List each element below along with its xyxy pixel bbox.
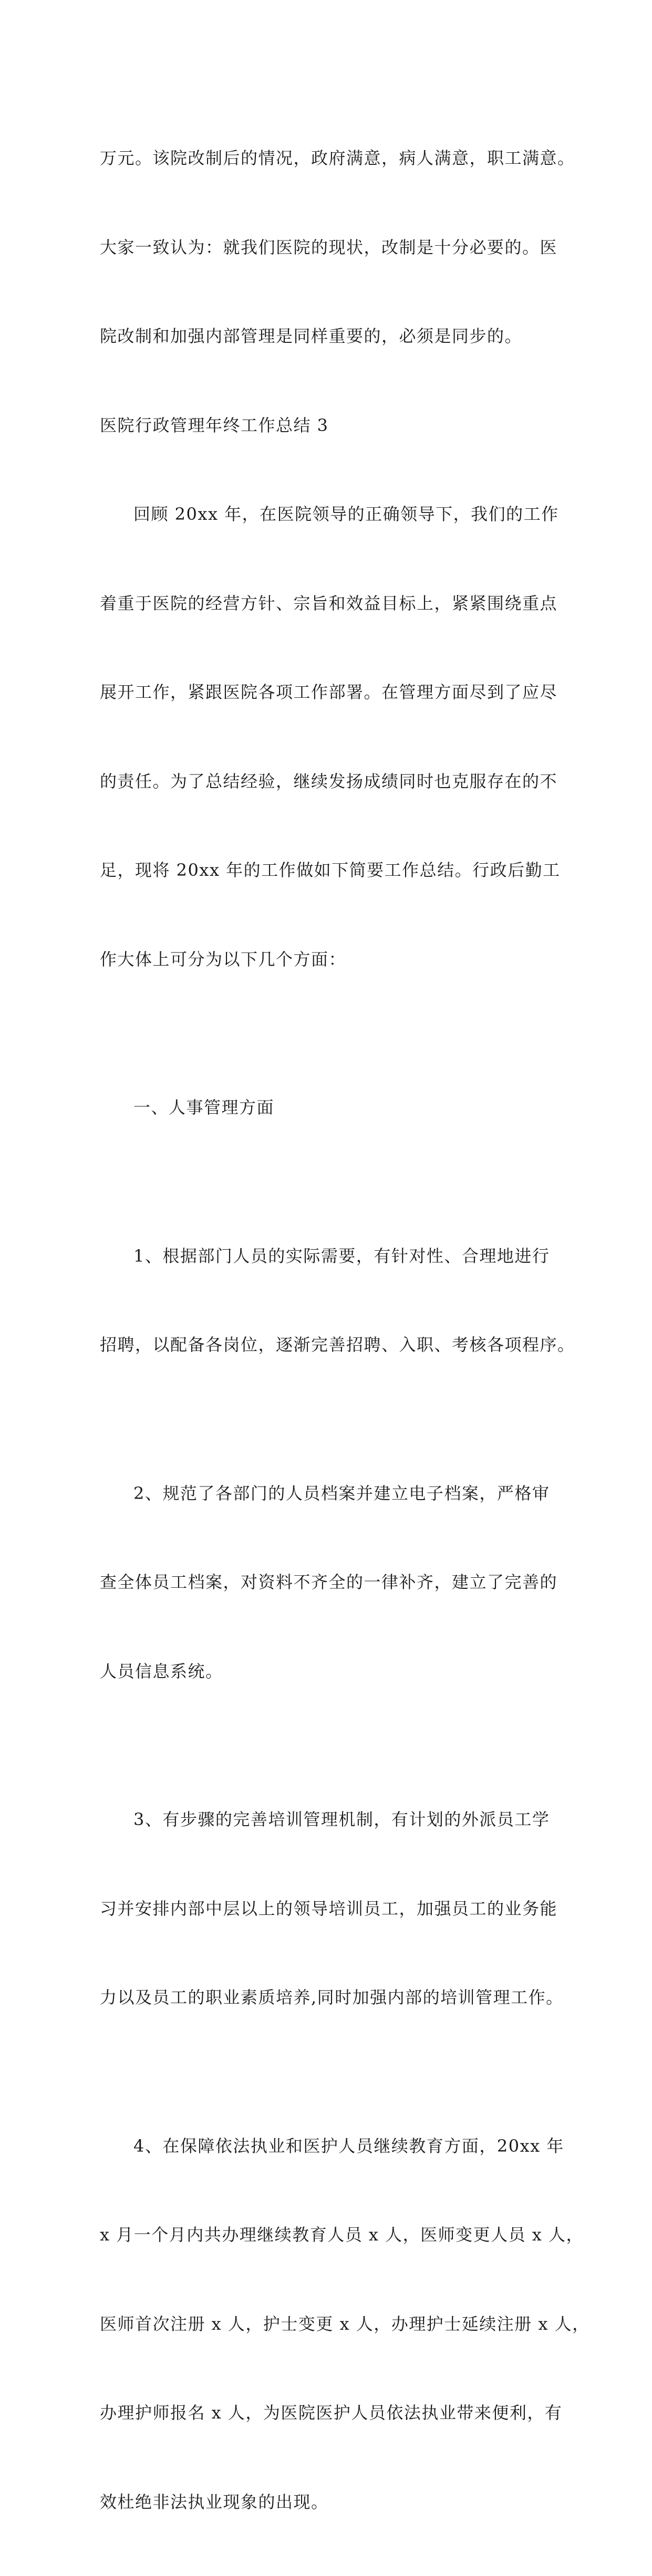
text-line: 大家一致认为：就我们医院的现状，改制是十分必要的。医 bbox=[100, 233, 557, 263]
text-line: 着重于医院的经营方针、宗旨和效益目标上，紧紧围绕重点 bbox=[100, 589, 557, 619]
text-line: 办理护师报名 x 人，为医院医护人员依法执业带来便利，有 bbox=[100, 2398, 557, 2428]
text-line: 足，现将 20xx 年的工作做如下简要工作总结。行政后勤工 bbox=[100, 855, 557, 885]
text-line: 人员信息系统。 bbox=[100, 1657, 557, 1687]
text-line: 作大体上可分为以下几个方面： bbox=[100, 945, 557, 975]
text-line: 院改制和加强内部管理是同样重要的，必须是同步的。 bbox=[100, 321, 557, 351]
text-line: 习并安排内部中层以上的领导培训员工，加强员工的业务能 bbox=[100, 1894, 557, 1924]
item-3-paragraph bbox=[100, 1745, 557, 2072]
review-paragraph bbox=[100, 440, 557, 1033]
item-4-paragraph bbox=[100, 2072, 557, 2576]
document-page bbox=[0, 0, 652, 921]
item-1-paragraph bbox=[100, 1182, 557, 1419]
text-line: 力以及员工的职业素质培养,同时加强内部的培训管理工作。 bbox=[100, 1983, 557, 2013]
text-line: 医师首次注册 x 人，护士变更 x 人，办理护士延续注册 x 人， bbox=[100, 2309, 557, 2339]
intro-paragraph bbox=[100, 84, 557, 411]
subsection-title bbox=[100, 1033, 557, 1182]
document-body bbox=[100, 84, 557, 2576]
section-title-text: 医院行政管理年终工作总结 3 bbox=[100, 411, 557, 441]
text-line: 4、在保障依法执业和医护人员继续教育方面，20xx 年 bbox=[100, 2131, 557, 2161]
subsection-title-text: 一、人事管理方面 bbox=[100, 1093, 557, 1123]
text-line: 的责任。为了总结经验，继续发扬成绩同时也克服存在的不 bbox=[100, 767, 557, 797]
text-line: x 月一个月内共办理继续教育人员 x 人，医师变更人员 x 人， bbox=[100, 2220, 557, 2250]
text-line: 回顾 20xx 年，在医院领导的正确领导下，我们的工作 bbox=[100, 499, 557, 529]
text-line: 万元。该院改制后的情况，政府满意，病人满意，职工满意。 bbox=[100, 143, 557, 173]
section-title bbox=[100, 411, 557, 441]
item-2-paragraph bbox=[100, 1419, 557, 1746]
text-line: 效杜绝非法执业现象的出现。 bbox=[100, 2487, 557, 2517]
text-line: 2、规范了各部门的人员档案并建立电子档案，严格审 bbox=[100, 1479, 557, 1509]
text-line: 1、根据部门人员的实际需要，有针对性、合理地进行 bbox=[100, 1241, 557, 1271]
text-line: 展开工作，紧跟医院各项工作部署。在管理方面尽到了应尽 bbox=[100, 677, 557, 707]
text-line: 3、有步骤的完善培训管理机制，有计划的外派员工学 bbox=[100, 1805, 557, 1835]
text-line: 查全体员工档案，对资料不齐全的一律补齐，建立了完善的 bbox=[100, 1567, 557, 1597]
text-line: 招聘，以配备各岗位，逐渐完善招聘、入职、考核各项程序。 bbox=[100, 1330, 557, 1360]
